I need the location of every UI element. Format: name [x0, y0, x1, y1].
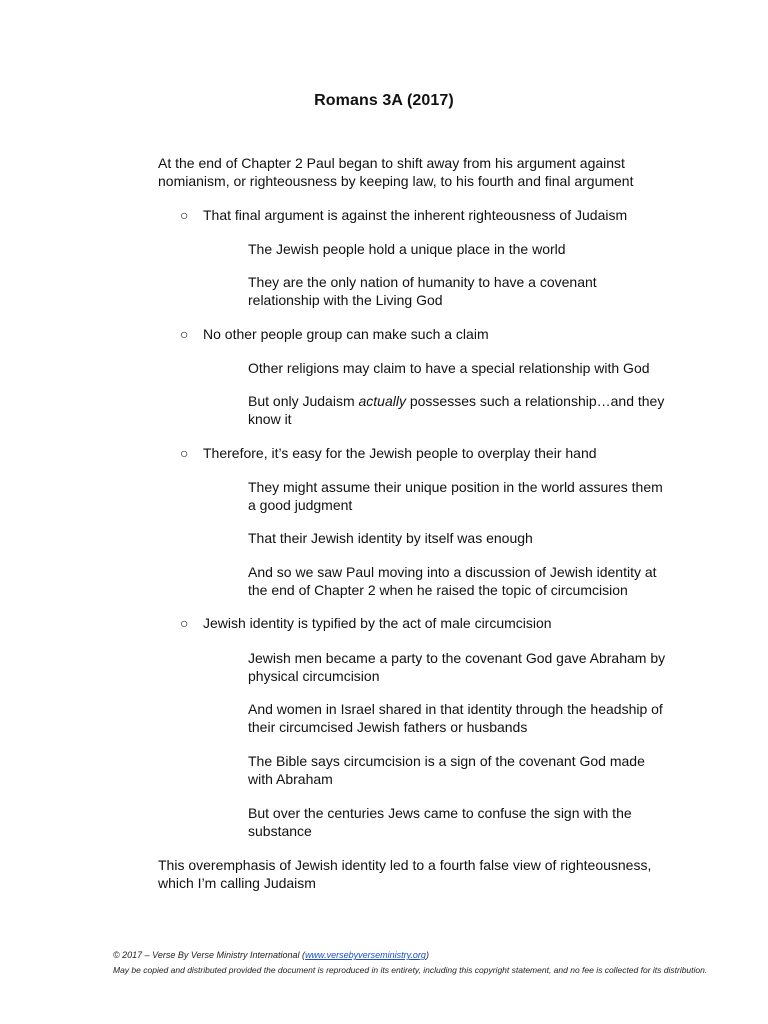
sub-item: Jewish men became a party to the covenant God gave Abraham by physical circumcision [248, 650, 666, 684]
sub-item [248, 392, 668, 428]
sub-item: And so we saw Paul moving into a discussion of Jewish identity at the end of Chapter 2 when he raised the topic of circumcision [248, 564, 657, 598]
bullet-text: Jewish identity is typified by the act of male circumcision [203, 615, 552, 631]
copyright-line [113, 948, 713, 962]
bullet-text: That final argument is against the inherent righteousness of Judaism [203, 207, 628, 223]
sub-item: That their Jewish identity by itself was enough [248, 530, 533, 546]
copyright-suffix: ) [425, 950, 429, 960]
sub-item: The Jewish people hold a unique place in the world [248, 241, 566, 257]
bullet-marker: ○ [180, 207, 189, 223]
intro-paragraph: At the end of Chapter 2 Paul began to shift away from his argument against nomianism, or righteousness by keeping law, to his fourth and final argument [158, 155, 634, 189]
bullet-text: Therefore, it’s easy for the Jewish people to overplay their hand [203, 445, 597, 461]
distribution-notice: May be copied and distributed provided the document is reproduced in its entirety, including this copyright statement, and no fee is collected for its distribution. [113, 965, 708, 975]
website-link[interactable]: www.versebyverseministry.org [305, 950, 426, 960]
sub-item: And women in Israel shared in that identity through the headship of their circumcised Jewish fathers or husbands [248, 701, 663, 735]
bullet-marker: ○ [180, 326, 189, 342]
sub-text-part: But only Judaism [248, 393, 359, 409]
closing-paragraph: This overemphasis of Jewish identity led to a fourth false view of righteousness, which I’m calling Judaism [158, 857, 652, 891]
bullet-item [180, 325, 680, 343]
bullet-marker: ○ [180, 445, 189, 461]
sub-item: But over the centuries Jews came to confuse the sign with the substance [248, 805, 632, 839]
sub-item: The Bible says circumcision is a sign of the covenant God made with Abraham [248, 753, 645, 787]
emphasis-text: actually [358, 393, 406, 409]
bullet-item [180, 444, 680, 462]
copyright-prefix: © 2017 – Verse By Verse Ministry International ( [113, 950, 306, 960]
sub-item: Other religions may claim to have a special relationship with God [248, 360, 650, 376]
bullet-item [180, 614, 680, 632]
sub-item: They might assume their unique position in the world assures them a good judgment [248, 479, 663, 513]
document-title: Romans 3A (2017) [314, 92, 454, 109]
sub-text-part: possesses such a relationship…and they know it [248, 393, 665, 427]
bullet-text: No other people group can make such a claim [203, 326, 489, 342]
bullet-item [180, 206, 680, 224]
bullet-marker: ○ [180, 615, 189, 631]
sub-item: They are the only nation of humanity to have a covenant relationship with the Living God [248, 274, 597, 308]
